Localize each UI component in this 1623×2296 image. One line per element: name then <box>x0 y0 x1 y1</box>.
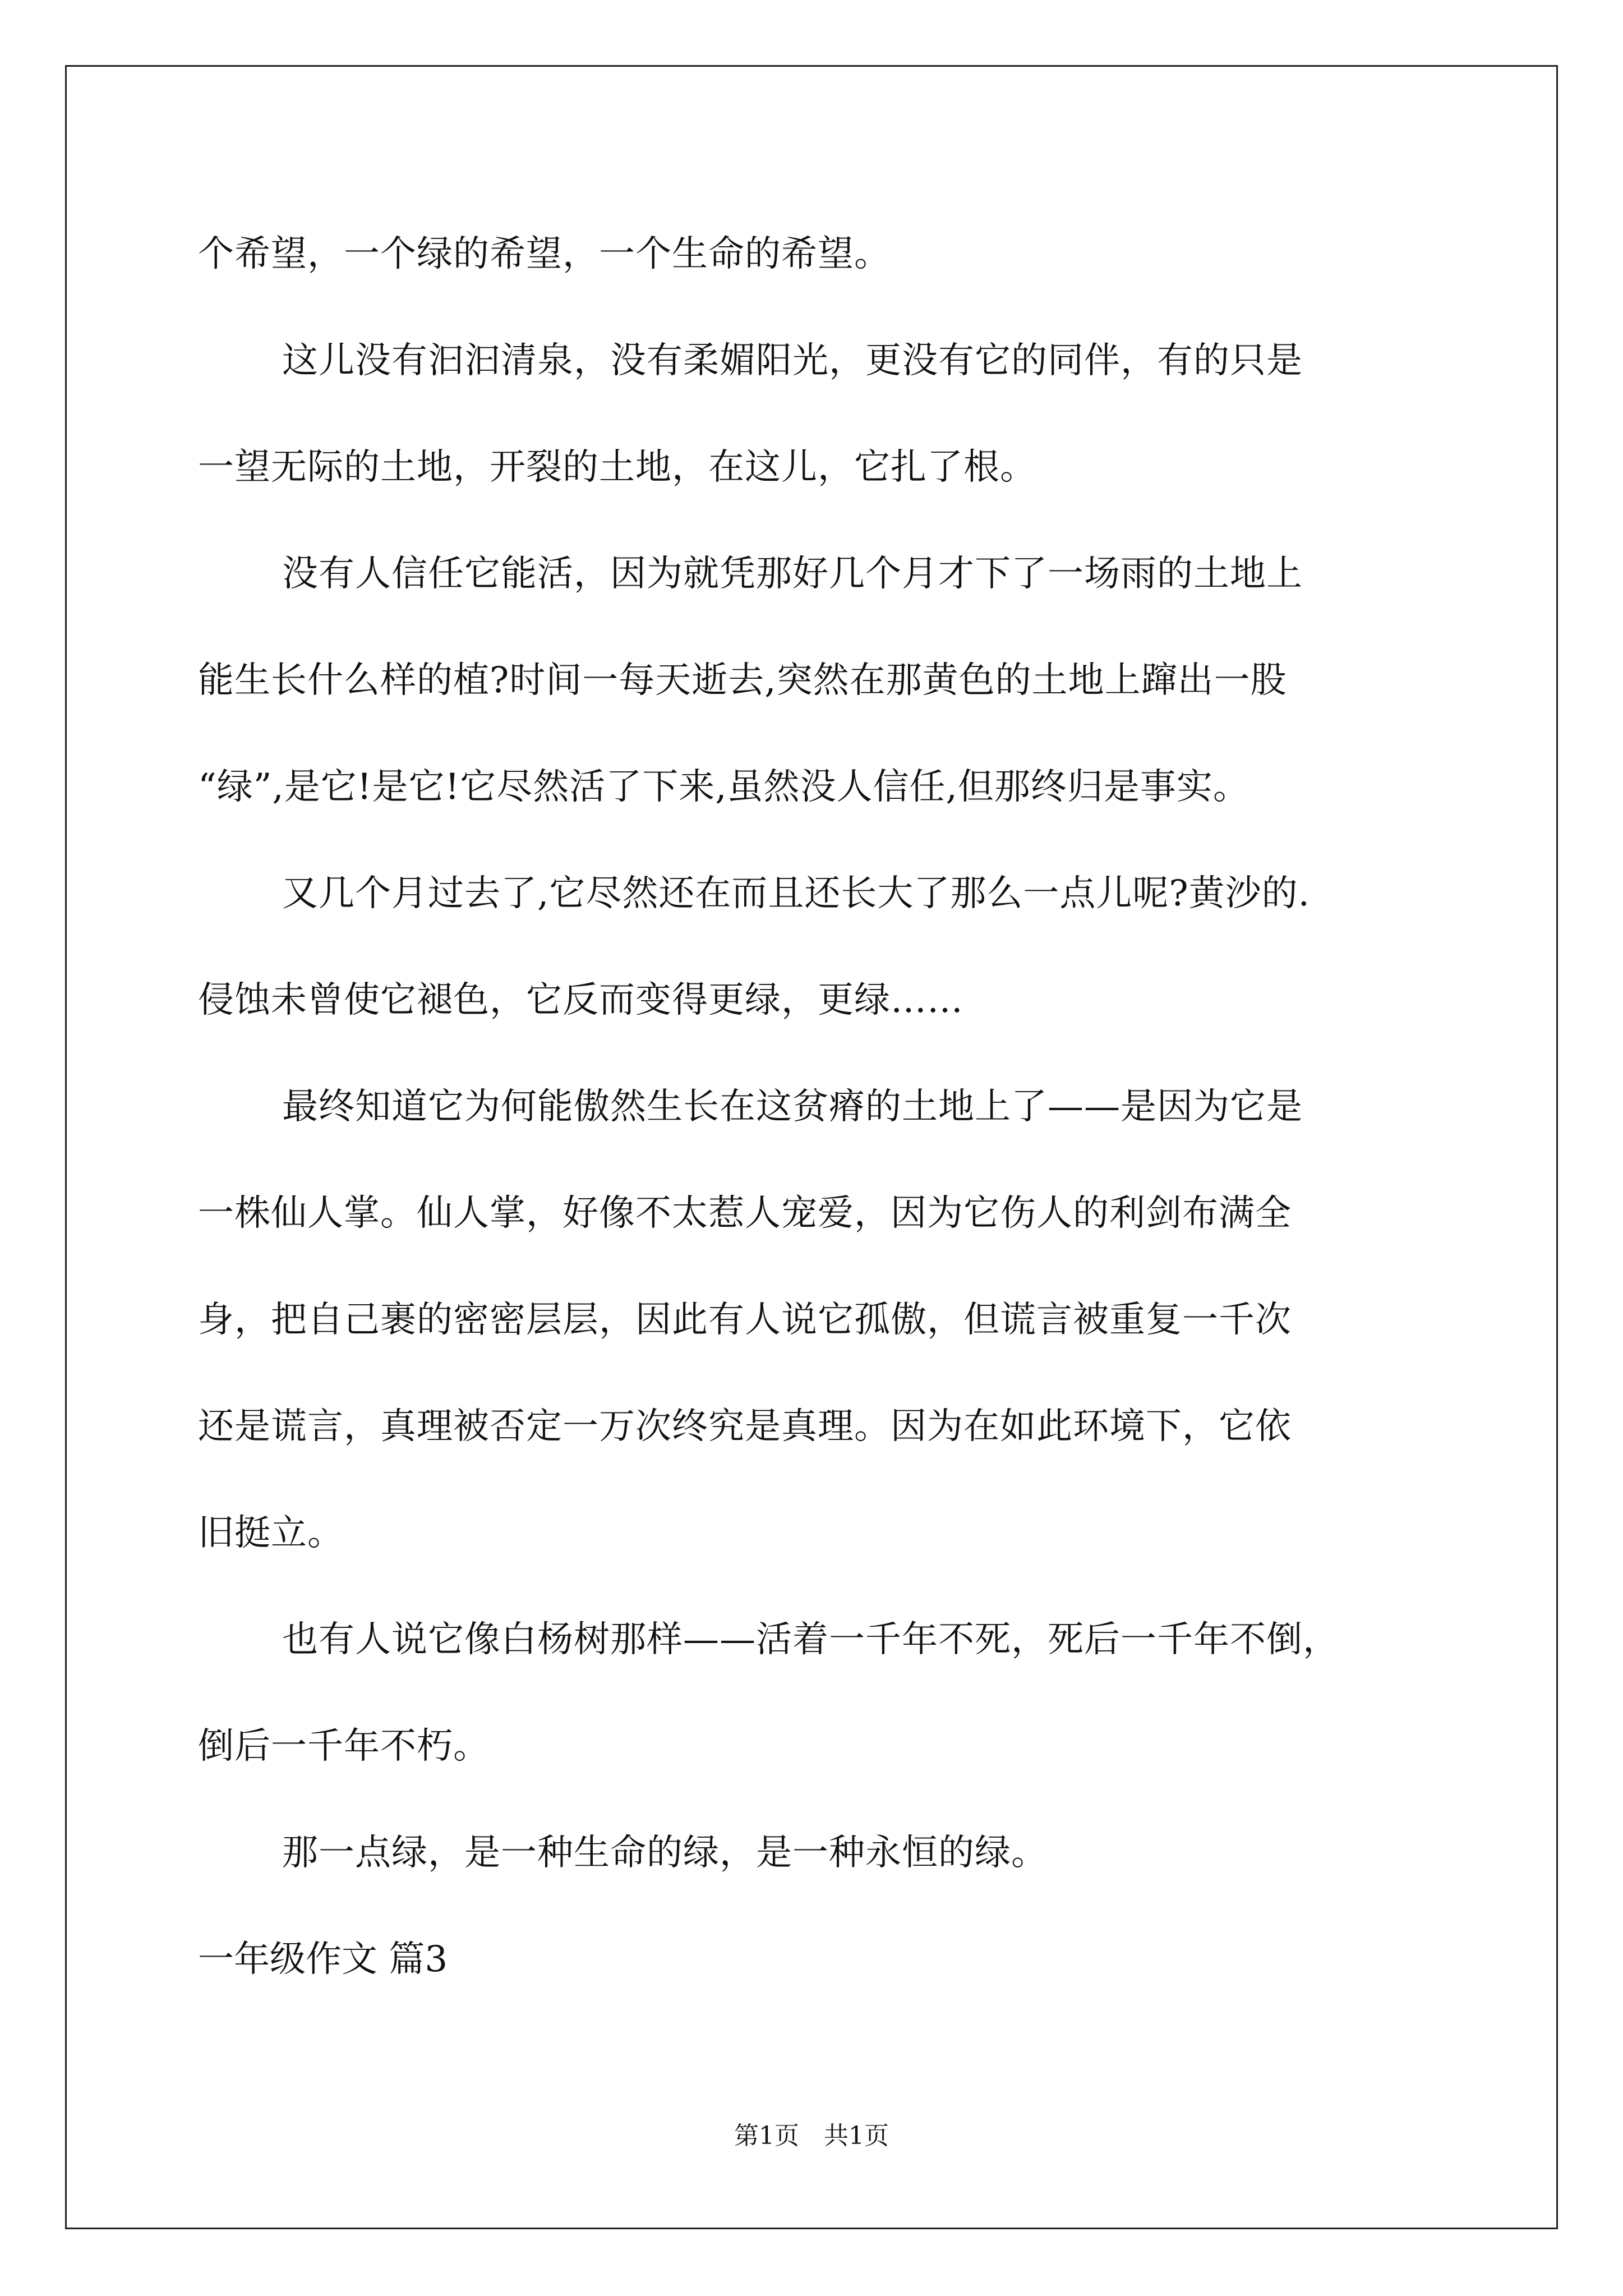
paragraph-line: 也有人说它像白杨树那样——活着一千年不死，死后一千年不倒， <box>282 1619 1339 1660</box>
paragraph-line: 那一点绿，是一种生命的绿，是一种永恒的绿。 <box>282 1832 1048 1874</box>
paragraph-line: 又几个月过去了,它尽然还在而且还长大了那么一点儿呢?黄沙的. <box>282 873 1310 914</box>
section-heading: 一年级作文 篇3 <box>198 1939 448 1980</box>
paragraph-line: 能生长什么样的植?时间一每天逝去,突然在那黄色的土地上蹿出一股 <box>198 660 1287 701</box>
paragraph-line: 身，把自己裹的密密层层，因此有人说它孤傲，但谎言被重复一千次 <box>198 1299 1292 1341</box>
paragraph-line: 一望无际的土地，开裂的土地，在这儿，它扎了根。 <box>198 447 1036 488</box>
paragraph-line: 还是谎言，真理被否定一万次终究是真理。因为在如此环境下，它依 <box>198 1406 1292 1447</box>
page-border <box>65 65 1558 2229</box>
page-number-footer: 第1页 共1页 <box>734 2122 889 2150</box>
paragraph-line: 旧挺立。 <box>198 1512 344 1554</box>
paragraph-line: 个希望，一个绿的希望，一个生命的希望。 <box>198 233 891 275</box>
paragraph-line: 侵蚀未曾使它褪色，它反而变得更绿，更绿…… <box>198 979 963 1021</box>
paragraph-line: 一株仙人掌。仙人掌，好像不太惹人宠爱，因为它伤人的利剑布满全 <box>198 1193 1292 1234</box>
paragraph-line: 这儿没有汩汩清泉，没有柔媚阳光，更没有它的同伴，有的只是 <box>282 340 1303 381</box>
paragraph-line: 倒后一千年不朽。 <box>198 1726 490 1767</box>
paragraph-line: 没有人信任它能活，因为就凭那好几个月才下了一场雨的土地上 <box>282 553 1303 595</box>
paragraph-line: 最终知道它为何能傲然生长在这贫瘠的土地上了——是因为它是 <box>282 1086 1303 1128</box>
paragraph-line: “绿”,是它!是它!它尽然活了下来,虽然没人信任,但那终归是事实。 <box>198 766 1249 808</box>
